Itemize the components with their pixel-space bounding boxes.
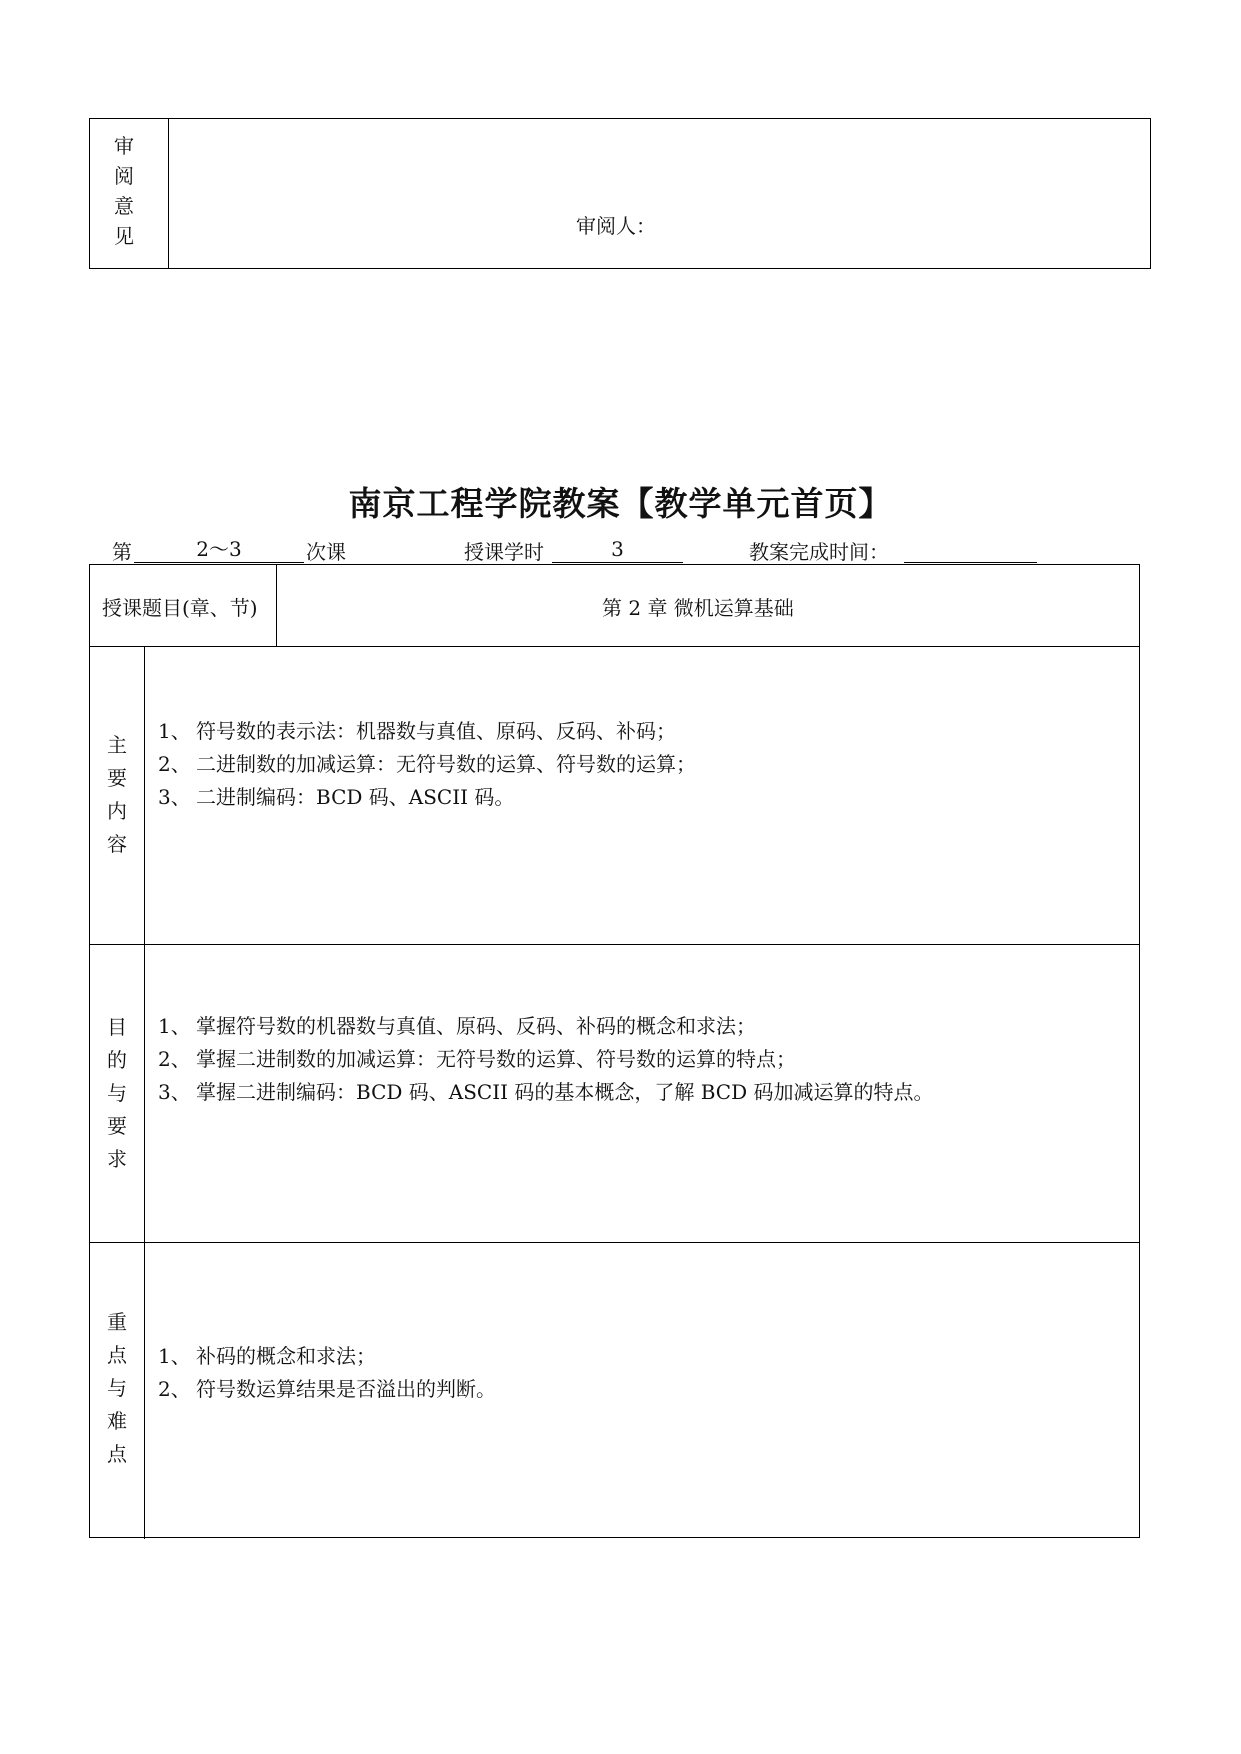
key-points-label-char: 点 — [107, 1343, 127, 1367]
key-points-label — [102, 1306, 132, 1471]
key-points-label-char: 重 — [107, 1310, 127, 1334]
list-item: 3、 二进制编码：BCD 码、ASCII 码。 — [158, 785, 515, 809]
main-content-label — [102, 729, 132, 861]
session-suffix: 次课 — [306, 540, 346, 564]
review-label-char: 审 — [114, 134, 134, 158]
objectives-label-char: 与 — [107, 1081, 127, 1105]
review-label-char: 见 — [114, 224, 134, 248]
main-content-label-char: 主 — [107, 733, 127, 757]
review-divider — [168, 119, 169, 268]
main-content-list — [158, 715, 696, 814]
main-content-label-char: 容 — [107, 832, 127, 856]
objectives-label-char: 目 — [107, 1015, 127, 1039]
topic-value: 第 2 章 微机运算基础 — [602, 596, 794, 620]
list-item: 1、 补码的概念和求法； — [158, 1344, 376, 1368]
row-divider — [90, 1242, 1139, 1243]
main-content-label-char: 内 — [107, 799, 127, 823]
list-item: 1、 符号数的表示法：机器数与真值、原码、反码、补码； — [158, 719, 676, 743]
list-item: 2、 符号数运算结果是否溢出的判断。 — [158, 1377, 496, 1401]
completion-label: 教案完成时间： — [749, 540, 889, 564]
topic-divider — [276, 565, 277, 646]
review-label-char: 阅 — [114, 164, 134, 188]
hours-label: 授课学时 — [464, 540, 544, 564]
label-column-divider — [144, 646, 145, 1539]
row-divider — [90, 944, 1139, 945]
completion-value — [904, 536, 1037, 563]
list-item: 3、 掌握二进制编码：BCD 码、ASCII 码的基本概念，了解 BCD 码加减运算的特点。 — [158, 1080, 934, 1104]
review-label — [109, 131, 139, 251]
session-prefix: 第 — [112, 540, 132, 564]
hours-value: 3 — [552, 536, 683, 563]
row-divider — [90, 646, 1139, 647]
objectives-label-char: 求 — [107, 1147, 127, 1171]
objectives-list — [158, 1010, 934, 1109]
list-item: 2、 二进制数的加减运算：无符号数的运算、符号数的运算； — [158, 752, 696, 776]
objectives-label-char: 的 — [107, 1048, 127, 1072]
key-points-label-char: 点 — [107, 1442, 127, 1466]
reviewer-label: 审阅人： — [576, 214, 656, 238]
main-content-label-char: 要 — [107, 766, 127, 790]
page-title: 南京工程学院教案【教学单元首页】 — [348, 484, 893, 523]
list-item: 2、 掌握二进制数的加减运算：无符号数的运算、符号数的运算的特点； — [158, 1047, 796, 1071]
key-points-list — [158, 1340, 496, 1406]
objectives-label-char: 要 — [107, 1114, 127, 1138]
review-box — [89, 118, 1151, 269]
session-value: 2～3 — [134, 536, 304, 563]
lesson-table — [89, 564, 1140, 1538]
objectives-label — [102, 1011, 132, 1176]
topic-label: 授课题目(章、节) — [102, 596, 258, 620]
key-points-label-char: 与 — [107, 1376, 127, 1400]
list-item: 1、 掌握符号数的机器数与真值、原码、反码、补码的概念和求法； — [158, 1014, 756, 1038]
key-points-label-char: 难 — [107, 1409, 127, 1433]
review-label-char: 意 — [114, 194, 134, 218]
